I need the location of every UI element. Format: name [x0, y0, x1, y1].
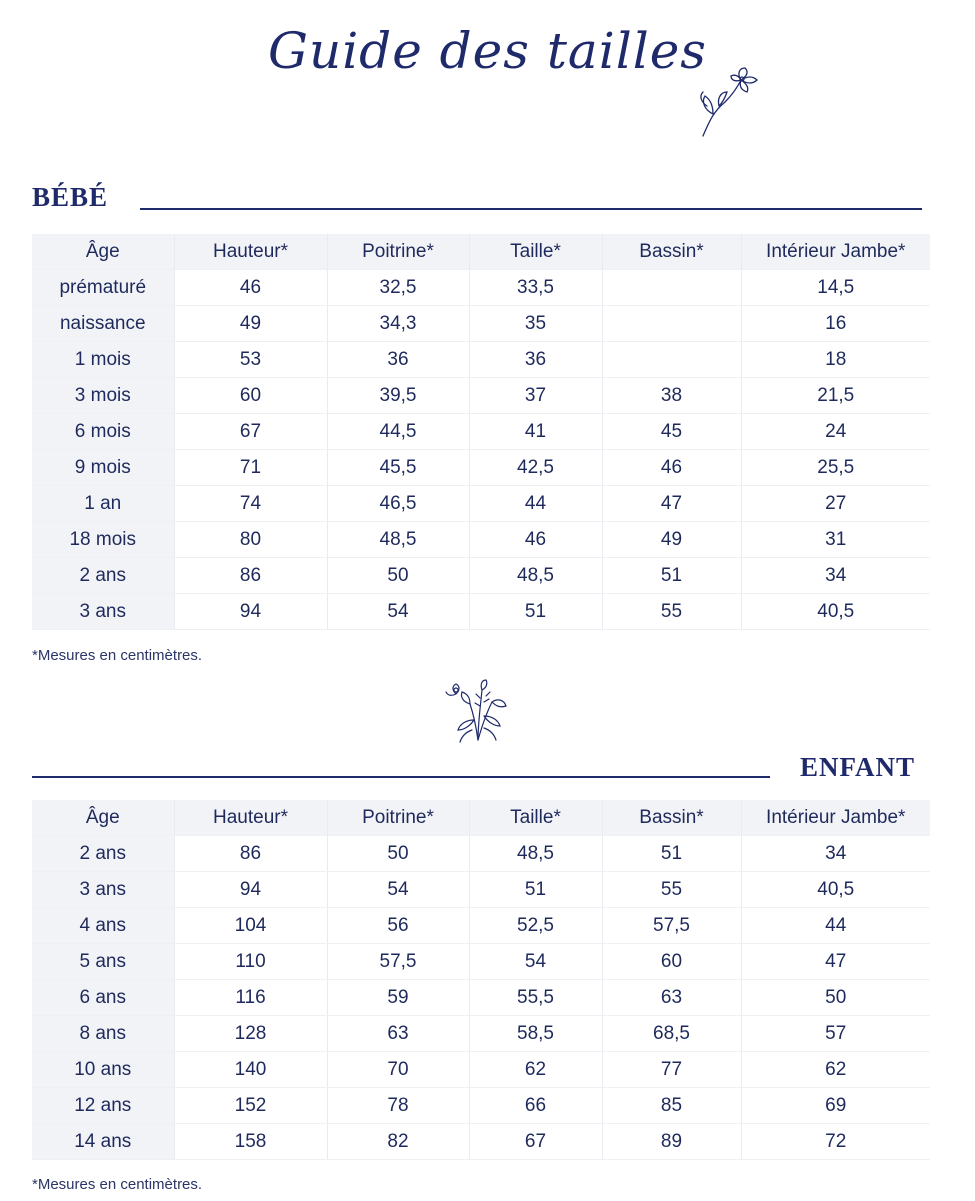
table-row: [32, 908, 930, 944]
cell-interieur-jambe: 40,5: [741, 872, 930, 908]
section-heading-enfant: ENFANT: [800, 752, 916, 782]
table-row: [32, 378, 930, 414]
cell-poitrine: 78: [327, 1088, 469, 1124]
table-header-row: [32, 234, 930, 270]
cell-taille: 66: [469, 1088, 602, 1124]
cell-age: naissance: [32, 306, 174, 342]
cell-age: prématuré: [32, 270, 174, 306]
cell-taille: 51: [469, 594, 602, 630]
cell-bassin: 45: [602, 414, 741, 450]
cell-interieur-jambe: 69: [741, 1088, 930, 1124]
cell-taille: 44: [469, 486, 602, 522]
cell-age: 3 ans: [32, 594, 174, 630]
cell-bassin: 55: [602, 594, 741, 630]
column-header-interieur-jambe: Intérieur Jambe*: [741, 800, 930, 836]
cell-hauteur: 67: [174, 414, 327, 450]
section-heading-bebe: BÉBÉ: [32, 182, 109, 212]
cell-bassin: [602, 270, 741, 306]
cell-hauteur: 60: [174, 378, 327, 414]
cell-age: 14 ans: [32, 1124, 174, 1160]
cell-interieur-jambe: 34: [741, 558, 930, 594]
cell-age: 9 mois: [32, 450, 174, 486]
table-row: [32, 594, 930, 630]
cell-hauteur: 53: [174, 342, 327, 378]
cell-bassin: 47: [602, 486, 741, 522]
cell-poitrine: 54: [327, 872, 469, 908]
cell-age: 2 ans: [32, 558, 174, 594]
cell-taille: 37: [469, 378, 602, 414]
cell-interieur-jambe: 50: [741, 980, 930, 1016]
table-row: [32, 306, 930, 342]
table-row: [32, 836, 930, 872]
cell-taille: 48,5: [469, 836, 602, 872]
cell-taille: 55,5: [469, 980, 602, 1016]
cell-hauteur: 46: [174, 270, 327, 306]
table-row: [32, 522, 930, 558]
cell-bassin: 51: [602, 558, 741, 594]
size-table-bebe: [32, 234, 930, 630]
column-header-taille: Taille*: [469, 800, 602, 836]
column-header-taille: Taille*: [469, 234, 602, 270]
cell-hauteur: 80: [174, 522, 327, 558]
section-rule-enfant: [32, 776, 770, 778]
column-header-bassin: Bassin*: [602, 234, 741, 270]
cell-bassin: 89: [602, 1124, 741, 1160]
cell-age: 6 ans: [32, 980, 174, 1016]
cell-poitrine: 57,5: [327, 944, 469, 980]
cell-bassin: 57,5: [602, 908, 741, 944]
cell-poitrine: 63: [327, 1016, 469, 1052]
cell-interieur-jambe: 72: [741, 1124, 930, 1160]
table-header-row: [32, 800, 930, 836]
cell-poitrine: 34,3: [327, 306, 469, 342]
cell-hauteur: 152: [174, 1088, 327, 1124]
table-row: [32, 1088, 930, 1124]
column-header-hauteur: Hauteur*: [174, 234, 327, 270]
cell-age: 3 mois: [32, 378, 174, 414]
cell-poitrine: 50: [327, 836, 469, 872]
footnote-enfant: *Mesures en centimètres.: [32, 1176, 203, 1193]
table-row: [32, 872, 930, 908]
cell-age: 8 ans: [32, 1016, 174, 1052]
table-row: [32, 414, 930, 450]
cell-age: 18 mois: [32, 522, 174, 558]
cell-bassin: 49: [602, 522, 741, 558]
cell-hauteur: 158: [174, 1124, 327, 1160]
cell-poitrine: 48,5: [327, 522, 469, 558]
table-row: [32, 1052, 930, 1088]
cell-hauteur: 86: [174, 558, 327, 594]
cell-interieur-jambe: 24: [741, 414, 930, 450]
cell-interieur-jambe: 34: [741, 836, 930, 872]
cell-age: 5 ans: [32, 944, 174, 980]
table-row: [32, 1016, 930, 1052]
column-header-age: Âge: [32, 800, 174, 836]
column-header-interieur-jambe: Intérieur Jambe*: [741, 234, 930, 270]
floral-bouquet-icon: [440, 676, 520, 746]
cell-interieur-jambe: 57: [741, 1016, 930, 1052]
cell-bassin: 51: [602, 836, 741, 872]
cell-taille: 67: [469, 1124, 602, 1160]
cell-bassin: 85: [602, 1088, 741, 1124]
cell-poitrine: 36: [327, 342, 469, 378]
column-header-poitrine: Poitrine*: [327, 234, 469, 270]
cell-interieur-jambe: 47: [741, 944, 930, 980]
cell-taille: 36: [469, 342, 602, 378]
cell-age: 2 ans: [32, 836, 174, 872]
cell-poitrine: 45,5: [327, 450, 469, 486]
cell-bassin: 68,5: [602, 1016, 741, 1052]
cell-interieur-jambe: 18: [741, 342, 930, 378]
footnote-bebe: *Mesures en centimètres.: [32, 647, 203, 664]
cell-hauteur: 110: [174, 944, 327, 980]
column-header-hauteur: Hauteur*: [174, 800, 327, 836]
cell-interieur-jambe: 44: [741, 908, 930, 944]
cell-bassin: [602, 342, 741, 378]
size-table-enfant: [32, 800, 930, 1160]
cell-interieur-jambe: 16: [741, 306, 930, 342]
cell-taille: 51: [469, 872, 602, 908]
cell-hauteur: 104: [174, 908, 327, 944]
cell-taille: 58,5: [469, 1016, 602, 1052]
cell-bassin: 77: [602, 1052, 741, 1088]
cell-hauteur: 49: [174, 306, 327, 342]
cell-interieur-jambe: 27: [741, 486, 930, 522]
cell-interieur-jambe: 25,5: [741, 450, 930, 486]
cell-age: 12 ans: [32, 1088, 174, 1124]
cell-age: 6 mois: [32, 414, 174, 450]
column-header-age: Âge: [32, 234, 174, 270]
cell-poitrine: 82: [327, 1124, 469, 1160]
table-row: [32, 486, 930, 522]
cell-hauteur: 86: [174, 836, 327, 872]
flower-sprig-icon: [695, 62, 770, 140]
table-row: [32, 944, 930, 980]
cell-taille: 52,5: [469, 908, 602, 944]
table-row: [32, 342, 930, 378]
cell-poitrine: 50: [327, 558, 469, 594]
cell-taille: 41: [469, 414, 602, 450]
section-rule-bebe: [140, 208, 922, 210]
table-row: [32, 1124, 930, 1160]
cell-interieur-jambe: 62: [741, 1052, 930, 1088]
cell-interieur-jambe: 21,5: [741, 378, 930, 414]
table-row: [32, 558, 930, 594]
table-row: [32, 980, 930, 1016]
cell-bassin: 46: [602, 450, 741, 486]
cell-poitrine: 39,5: [327, 378, 469, 414]
table-row: [32, 270, 930, 306]
cell-age: 1 an: [32, 486, 174, 522]
cell-bassin: [602, 306, 741, 342]
cell-bassin: 55: [602, 872, 741, 908]
cell-age: 1 mois: [32, 342, 174, 378]
cell-taille: 35: [469, 306, 602, 342]
cell-interieur-jambe: 31: [741, 522, 930, 558]
cell-hauteur: 71: [174, 450, 327, 486]
cell-hauteur: 128: [174, 1016, 327, 1052]
cell-age: 3 ans: [32, 872, 174, 908]
cell-age: 10 ans: [32, 1052, 174, 1088]
cell-bassin: 60: [602, 944, 741, 980]
cell-poitrine: 32,5: [327, 270, 469, 306]
cell-interieur-jambe: 14,5: [741, 270, 930, 306]
cell-taille: 42,5: [469, 450, 602, 486]
cell-age: 4 ans: [32, 908, 174, 944]
cell-hauteur: 94: [174, 594, 327, 630]
cell-taille: 46: [469, 522, 602, 558]
cell-poitrine: 59: [327, 980, 469, 1016]
cell-hauteur: 140: [174, 1052, 327, 1088]
cell-poitrine: 70: [327, 1052, 469, 1088]
page-title: Guide des tailles: [268, 22, 707, 80]
cell-taille: 48,5: [469, 558, 602, 594]
column-header-bassin: Bassin*: [602, 800, 741, 836]
cell-poitrine: 54: [327, 594, 469, 630]
cell-hauteur: 94: [174, 872, 327, 908]
cell-poitrine: 56: [327, 908, 469, 944]
cell-poitrine: 44,5: [327, 414, 469, 450]
table-row: [32, 450, 930, 486]
cell-hauteur: 74: [174, 486, 327, 522]
column-header-poitrine: Poitrine*: [327, 800, 469, 836]
cell-taille: 33,5: [469, 270, 602, 306]
cell-bassin: 38: [602, 378, 741, 414]
cell-taille: 54: [469, 944, 602, 980]
cell-taille: 62: [469, 1052, 602, 1088]
cell-interieur-jambe: 40,5: [741, 594, 930, 630]
cell-bassin: 63: [602, 980, 741, 1016]
cell-poitrine: 46,5: [327, 486, 469, 522]
cell-hauteur: 116: [174, 980, 327, 1016]
